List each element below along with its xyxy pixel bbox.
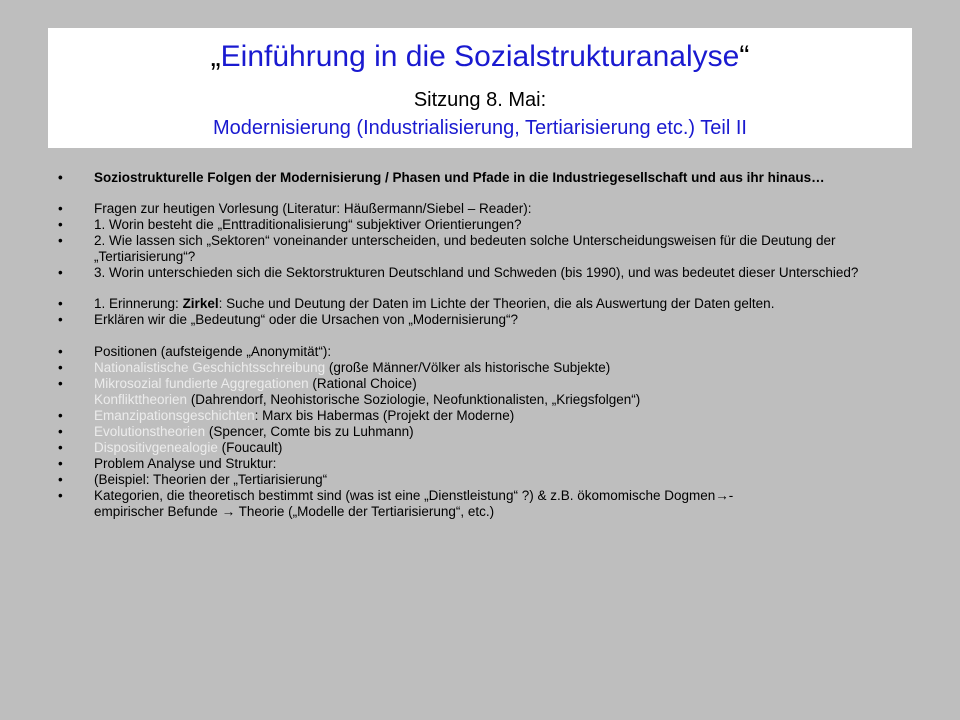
- item-text: (Dahrendorf, Neohistorische Soziologie, Neofunktionalisten, „Kriegsfolgen“): [187, 392, 641, 407]
- item-text: 1. Worin besteht die „Enttraditionalisierung“ subjektiver Orientierungen?: [94, 217, 522, 232]
- list-item-positionen: [58, 344, 908, 360]
- title-open-quote: „: [210, 40, 221, 73]
- item-highlight: Konflikttheorien: [94, 392, 188, 407]
- list-item-erinnerung: [58, 296, 908, 312]
- item-text: (Foucault): [217, 440, 283, 455]
- item-text: : Suche und Deutung der Daten im Lichte der Theorien, die als Auswertung der Daten gelten.: [218, 296, 775, 311]
- item-text: Erklären wir die „Bedeutung“ oder die Ursachen von „Modernisierung“?: [94, 312, 518, 327]
- bullet-list: [58, 170, 908, 520]
- list-item-dispositiv: [58, 440, 908, 456]
- item-highlight: Dispositivgenealogie: [94, 440, 218, 455]
- item-text: Fragen zur heutigen Vorlesung (Literatur: Häußermann/Siebel – Reader):: [94, 201, 532, 216]
- item-highlight: Nationalistische Geschichtsschreibung: [94, 360, 326, 375]
- bullet-icon: •: [58, 424, 63, 439]
- list-item-kategorien: [58, 488, 908, 520]
- item-text: 1. Erinnerung:: [94, 296, 183, 311]
- list-item-erklaeren: [58, 312, 908, 328]
- item-text: Positionen (aufsteigende „Anonymität“):: [94, 344, 332, 359]
- arrow-right-icon: →: [715, 488, 729, 503]
- item-text: Problem Analyse und Struktur:: [94, 456, 277, 471]
- item-highlight: Emanzipationsgeschichten: [94, 408, 255, 423]
- item-text: (große Männer/Völker als historische Subjekte): [325, 360, 611, 375]
- bullet-icon: •: [58, 217, 63, 232]
- bullet-icon: •: [58, 440, 63, 455]
- item-highlight: Evolutionstheorien: [94, 424, 206, 439]
- item-text: : Marx bis Habermas (Projekt der Moderne): [254, 408, 515, 423]
- item-text: Kategorien, die theoretisch bestimmt sind (was ist eine „Dienstleistung“ ?) & z.B. ökomomische Dogmen: [94, 488, 716, 503]
- bullet-icon: •: [58, 265, 63, 280]
- list-item-emanzipation: [58, 408, 908, 424]
- list-item-beispiel: [58, 472, 908, 488]
- list-item-folgen: [58, 170, 908, 186]
- bullet-icon: •: [58, 201, 63, 216]
- bullet-icon: •: [58, 376, 63, 391]
- slide-title: [48, 40, 912, 74]
- list-item-evolution: [58, 424, 908, 440]
- item-emphasis: Zirkel: [182, 296, 219, 311]
- list-item-problem: [58, 456, 908, 472]
- item-highlight: Mikrosozial fundierte Aggregationen: [94, 376, 309, 391]
- item-text: Soziostrukturelle Folgen der Modernisierung / Phasen und Pfade in die Industriegesellschaft und aus ihr hinaus…: [94, 170, 825, 185]
- list-item-nationalistisch: [58, 360, 908, 376]
- item-text: empirischer Befunde: [94, 504, 222, 519]
- bullet-icon: •: [58, 312, 63, 327]
- item-text: (Spencer, Comte bis zu Luhmann): [205, 424, 414, 439]
- list-item-mikrosozial: [58, 376, 908, 408]
- item-text: -: [728, 488, 734, 503]
- title-text: Einführung in die Sozialstrukturanalyse: [220, 40, 740, 73]
- title-close-quote: “: [739, 40, 750, 73]
- bullet-icon: •: [58, 233, 63, 248]
- list-item-frage-1: [58, 217, 908, 233]
- list-item-frage-2: [58, 233, 908, 265]
- title-box: [48, 28, 912, 148]
- bullet-icon: •: [58, 360, 63, 375]
- arrow-right-icon: →: [221, 504, 236, 519]
- bullet-icon: •: [58, 170, 63, 185]
- item-text: (Beispiel: Theorien der „Tertiarisierung“: [94, 472, 328, 487]
- item-text: Theorie („Modelle der Tertiarisierung“, etc.): [235, 504, 495, 519]
- bullet-icon: •: [58, 488, 63, 503]
- bullet-icon: •: [58, 456, 63, 471]
- item-text: (Rational Choice): [308, 376, 417, 391]
- item-text: 2. Wie lassen sich „Sektoren“ voneinander unterscheiden, und bedeuten solche Unterscheidungsweisen für die Deutung der „Tertiarisierung“?: [94, 233, 836, 264]
- list-item-frage-3: [58, 265, 908, 281]
- bullet-icon: •: [58, 408, 63, 423]
- bullet-icon: •: [58, 296, 63, 311]
- item-text: 3. Worin unterschieden sich die Sektorstrukturen Deutschland und Schweden (bis 1990), und was bedeutet dieser Unterschied?: [94, 265, 859, 280]
- bullet-icon: •: [58, 472, 63, 487]
- session-date: Sitzung 8. Mai:: [413, 89, 547, 111]
- session-topic: Modernisierung (Industrialisierung, Tertiarisierung etc.) Teil II: [213, 117, 747, 139]
- bullet-icon: •: [58, 344, 63, 359]
- list-item-fragen: [58, 201, 908, 217]
